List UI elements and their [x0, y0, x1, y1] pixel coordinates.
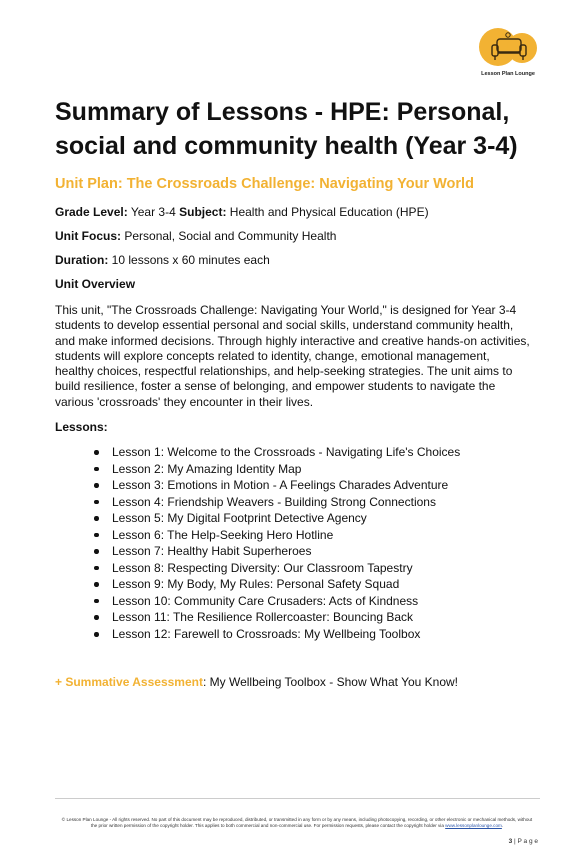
footer-copyright — [58, 817, 536, 829]
list-item: Lesson 8: Respecting Diversity: Our Classroom Tapestry — [94, 560, 460, 577]
summative-text: : My Wellbeing Toolbox - Show What You Know! — [202, 675, 458, 689]
list-item: Lesson 6: The Help-Seeking Hero Hotline — [94, 527, 460, 544]
focus-label: Unit Focus: — [55, 229, 121, 243]
website-link[interactable]: www.lessonplanlounge.com — [445, 823, 502, 829]
page-label: | P a g e — [514, 838, 538, 845]
subject-label: Subject: — [179, 205, 227, 219]
unit-focus-line — [55, 229, 336, 244]
list-item: Lesson 7: Healthy Habit Superheroes — [94, 543, 460, 560]
list-item: Lesson 12: Farewell to Crossroads: My Wellbeing Toolbox — [94, 626, 460, 643]
duration-label: Duration: — [55, 253, 109, 267]
unit-overview-paragraph: This unit, "The Crossroads Challenge: Navigating Your World," is designed for Year 3-4 students to develop essential personal and social skills, understand community health, and make informed decisions. Through highly interactive and creative hands-on activities, students will explore concepts related to identity, change, emotional management, healthy choices, respectful relationships, and help-seeking strategies. The unit aims to build resilience, foster a sense of belonging, and empower students to navigate the various 'crossroads' they encounter in their lives. — [55, 303, 530, 409]
focus-value: Personal, Social and Community Health — [124, 229, 337, 243]
page-title: Summary of Lessons - HPE: Personal, social and community health (Year 3-4) — [55, 98, 518, 160]
duration-line — [55, 253, 270, 268]
grade-value: Year 3-4 — [130, 205, 176, 219]
unit-overview-heading: Unit Overview — [55, 277, 136, 291]
unit-plan-subtitle: Unit Plan: The Crossroads Challenge: Navigating Your World — [55, 176, 474, 192]
list-item: Lesson 3: Emotions in Motion - A Feelings Charades Adventure — [94, 477, 460, 494]
list-item: Lesson 2: My Amazing Identity Map — [94, 461, 460, 478]
list-item: Lesson 9: My Body, My Rules: Personal Safety Squad — [94, 576, 460, 593]
sofa-icon — [478, 27, 540, 69]
lessons-heading: Lessons: — [55, 420, 108, 434]
subject-value: Health and Physical Education (HPE) — [229, 205, 429, 219]
page-number-value: 3 — [508, 838, 513, 845]
list-item: Lesson 11: The Resilience Rollercoaster: Bouncing Back — [94, 609, 460, 626]
list-item: Lesson 5: My Digital Footprint Detective Agency — [94, 510, 460, 527]
page-number — [509, 838, 538, 845]
lesson-list — [94, 444, 460, 643]
list-item: Lesson 10: Community Care Crusaders: Acts of Kindness — [94, 593, 460, 610]
summative-label: + Summative Assessment — [55, 675, 203, 689]
logo-text: Lesson Plan Lounge — [481, 71, 535, 77]
link-suffix: . — [501, 823, 504, 829]
grade-subject-line — [55, 205, 429, 220]
grade-label: Grade Level: — [55, 205, 128, 219]
list-item: Lesson 4: Friendship Weavers - Building Strong Connections — [94, 494, 460, 511]
brand-logo — [474, 27, 544, 83]
footer-divider — [55, 798, 540, 799]
summative-assessment — [55, 675, 458, 689]
copyright-text: © Lesson Plan Lounge - All rights reserved. No part of this document may be reproduced, distributed, or transmitted in any form or by any means, including photocopying, recording, or other electronic or mechanical methods, without the prior written permission of the copyright holder. This applies to both commercial and non-commercial use. For permission requests, please contact the copyright holder via — [61, 817, 533, 829]
list-item: Lesson 1: Welcome to the Crossroads - Navigating Life's Choices — [94, 444, 460, 461]
duration-value: 10 lessons x 60 minutes each — [111, 253, 270, 267]
